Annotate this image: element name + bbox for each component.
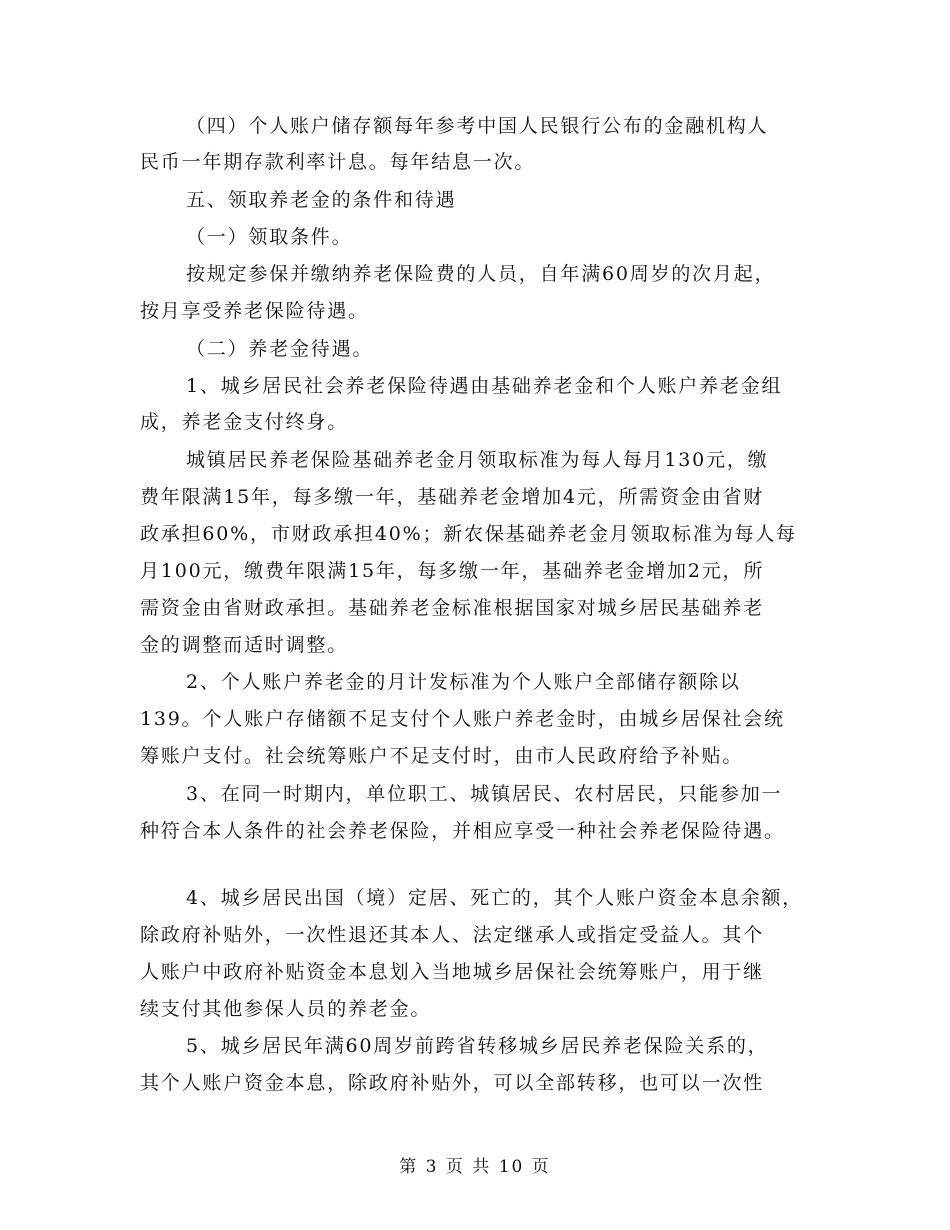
paragraph-line: 人账户中政府补贴资金本息划入当地城乡居保社会统筹账户，用于继 — [140, 961, 765, 983]
paragraph-line: 1、城乡居民社会养老保险待遇由基础养老金和个人账户养老金组 — [186, 375, 783, 397]
paragraph-line: 139。个人账户存储额不足支付个人账户养老金时，由城乡居保社会统 — [140, 708, 785, 730]
paragraph-line: 4、城乡居民出国（境）定居、死亡的，其个人账户资金本息余额， — [186, 887, 804, 909]
paragraph-line: 城镇居民养老保险基础养老金月领取标准为每人每月130元，缴 — [186, 449, 769, 471]
paragraph-line: （四）个人账户储存额每年参考中国人民银行公布的金融机构人 — [186, 115, 769, 137]
paragraph-line: 月100元，缴费年限满15年，每多缴一年，基础养老金增加2元，所 — [140, 560, 765, 582]
paragraph-line: 金的调整而适时调整。 — [140, 634, 349, 656]
paragraph-line: 种符合本人条件的社会养老保险，并相应享受一种社会养老保险待遇。 — [140, 820, 785, 842]
paragraph-line: 续支付其他参保人员的养老金。 — [140, 998, 432, 1020]
paragraph-line: 筹账户支付。社会统筹账户不足支付时，由市人民政府给予补贴。 — [140, 745, 744, 767]
section-heading: 五、领取养老金的条件和待遇 — [186, 189, 457, 211]
paragraph-line: 按规定参保并缴纳养老保险费的人员，自年满60周岁的次月起， — [186, 263, 776, 285]
paragraph-line: 费年限满15年，每多缴一年，基础养老金增加4元，所需资金由省财 — [140, 486, 765, 508]
paragraph-line: 政承担60%，市财政承担40%；新农保基础养老金月领取标准为每人每 — [140, 523, 797, 545]
page-number-footer: 第 3 页 共 10 页 — [399, 1157, 551, 1177]
paragraph-line: 除政府补贴外，一次性退还其本人、法定继承人或指定受益人。其个 — [140, 924, 765, 946]
paragraph-line: 成，养老金支付终身。 — [140, 411, 349, 433]
paragraph-line: 需资金由省财政承担。基础养老金标准根据国家对城乡居民基础养老 — [140, 597, 765, 619]
subsection-heading: （二）养老金待遇。 — [186, 338, 374, 360]
paragraph-line: 其个人账户资金本息，除政府补贴外，可以全部转移，也可以一次性 — [140, 1072, 765, 1094]
paragraph-line: 3、在同一时期内，单位职工、城镇居民、农村居民，只能参加一 — [186, 783, 783, 805]
subsection-heading: （一）领取条件。 — [186, 226, 353, 248]
paragraph-line: 民币一年期存款利率计息。每年结息一次。 — [140, 151, 536, 173]
paragraph-line: 5、城乡居民年满60周岁前跨省转移城乡居民养老保险关系的， — [186, 1035, 769, 1057]
paragraph-line: 按月享受养老保险待遇。 — [140, 300, 369, 322]
paragraph-line: 2、个人账户养老金的月计发标准为个人账户全部储存额除以 — [186, 671, 741, 693]
